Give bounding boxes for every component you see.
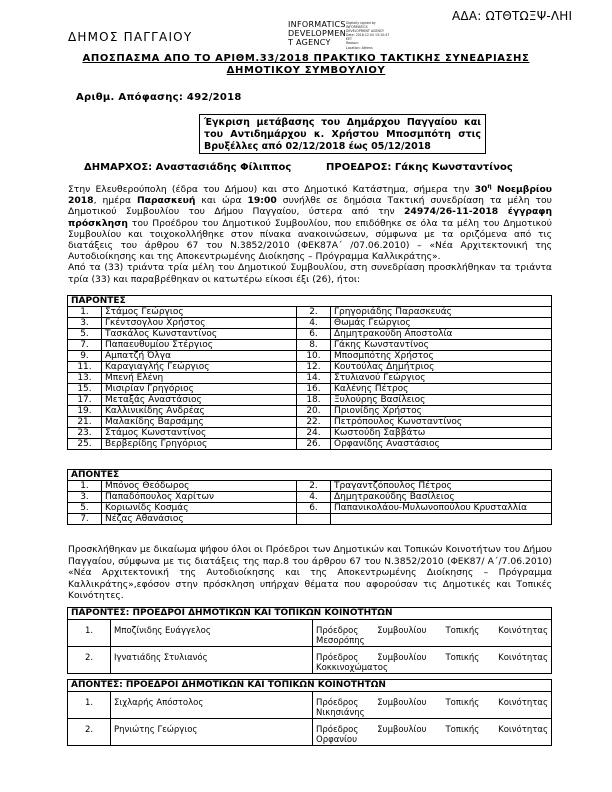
member-name: Μαλακίδης Βαρσάμης (102, 417, 297, 428)
table-row (68, 340, 552, 351)
role-word: Συμβουλίου (377, 725, 427, 735)
member-name: Ξυλούρης Βασίλειος (331, 395, 552, 406)
member-name: Ορφανίδης Αναστάσιος (331, 439, 552, 450)
table-row (68, 439, 552, 450)
member-name: Καλλινικίδης Ανδρέας (102, 406, 297, 417)
member-name: Γάκης Κωνσταντίνος (331, 340, 552, 351)
president-name: Ιγνατιάδης Στυλιανός (111, 647, 313, 674)
table-row (68, 384, 552, 395)
member-number: 14. (297, 373, 331, 384)
decision-number: Αριθμ. Απόφασης: 492/2018 (76, 92, 242, 103)
member-number: 21. (68, 417, 102, 428)
role-word: Τοπικής (445, 626, 480, 636)
role-word: Τοπικής (445, 698, 480, 708)
member-number: 13. (68, 373, 102, 384)
member-name: Γρηγοριάδης Παρασκευάς (331, 307, 552, 318)
presidents-present-table (67, 607, 552, 674)
present-members-table (67, 295, 552, 450)
role-word: Πρόεδρος (316, 698, 359, 708)
intro-members-text: Από τα (33) τριάντα τρία μέλη του Δημοτικού Συμβουλίου, στη συνεδρίαση προσκλήθηκαν τα τριάντα τρία (33) και παραβρέθηκαν οι κατωτέρω είκοσι έξι (26), ήτοι: (68, 262, 552, 285)
president-role (313, 620, 552, 647)
member-number: 4. (297, 492, 331, 503)
intro-text: και ώρα (195, 195, 248, 207)
member-number: 4. (297, 318, 331, 329)
member-number: 9. (68, 351, 102, 362)
member-name: Μισιρίαν Γρηγόριος (102, 384, 297, 395)
intro-protocol: 24974/26-11-2018 έγγραφη πρόσκληση (68, 206, 552, 229)
logo-line: DEVELOPMEN (288, 29, 346, 38)
president-name: Μποζίνιδης Ευάγγελος (111, 620, 313, 647)
president-number: 2. (68, 647, 111, 674)
sig-line: Digitally signed by (346, 21, 376, 25)
member-name (331, 514, 552, 525)
table-row (68, 373, 552, 384)
member-number: 8. (297, 340, 331, 351)
member-name: Μποσμπότης Χρήστος (331, 351, 552, 362)
mayor-line (84, 162, 291, 173)
role-word: Τοπικής (445, 653, 480, 663)
member-number: 1. (68, 307, 102, 318)
table-row (68, 428, 552, 439)
present-title: ΠΑΡΟΝΤΕΣ (68, 296, 552, 307)
table-row (68, 362, 552, 373)
sig-line: DEVELOPMENT AGENCY (346, 29, 384, 34)
intro-date-suffix: η (487, 183, 492, 190)
member-name: Μεταξάς Αναστάσιος (102, 395, 297, 406)
member-name: Παπαευθυμίου Στέργιος (102, 340, 297, 351)
member-number: 22. (297, 417, 331, 428)
role-line (316, 626, 548, 636)
table-row (68, 351, 552, 362)
table-row (68, 514, 552, 525)
intro-text: , ημέρα (93, 195, 137, 207)
role-word: Κοινότητας (498, 698, 548, 708)
table-row (68, 692, 552, 719)
member-name: Μπενή Ελένη (102, 373, 297, 384)
member-name: Παπαδόπουλος Χαρίτων (102, 492, 297, 503)
document-title (60, 53, 552, 77)
presidents-absent-title: ΑΠΟΝΤΕΣ: ΠΡΟΕΔΡΟΙ ΔΗΜΟΤΙΚΩΝ ΚΑΙ ΤΟΠΙΚΩΝ ΚΟΙΝΟΤΗΤΩΝ (68, 680, 552, 692)
sig-line: Date: 2018.12.04 13:10:47 (346, 33, 390, 38)
member-number: 7. (68, 340, 102, 351)
member-name: Παπανικολάου-Μυλωνοπούλου Κρυσταλλία (331, 503, 552, 514)
community-name: Ορφανίου (316, 735, 358, 745)
table-row (68, 647, 552, 674)
role-word: Συμβουλίου (377, 626, 427, 636)
intro-date: 30 (474, 184, 488, 196)
sig-line: Location: Athens (346, 45, 373, 50)
role-line (316, 698, 548, 708)
intro-text: του Προέδρου του Δημοτικού Συμβουλίου, που επιδόθηκε σε όλα τα μέλη του Δημοτικού Συμβουλίου και τοιχοκολλήθηκε στον πίνακα ανακοινώσεων, σύμφωνα με τα οριζόμενα από τις διατάξεις του άρθρου 67 του Ν.3852/2010 (ΦΕΚ87Α΄ /07.06.2010) – «Νέα Αρχιτεκτονική της Αυτοδιοίκησης και της Αποκεντρωμένης Διοίκησης – Πρόγραμμα Καλλικράτης». (68, 217, 552, 263)
table-row (68, 395, 552, 406)
community-name: Νικησιάνης (316, 708, 365, 718)
member-number: 18. (297, 395, 331, 406)
role-word: Πρόεδρος (316, 725, 359, 735)
member-name: Κουτούλας Δημήτριος (331, 362, 552, 373)
member-number: 20. (297, 406, 331, 417)
president-number: 1. (68, 620, 111, 647)
role-line (316, 653, 548, 663)
role-word: Πρόεδρος (316, 653, 359, 663)
table-row (68, 492, 552, 503)
member-number: 15. (68, 384, 102, 395)
intro-text: Στην Ελευθερούπολη (έδρα του Δήμου) και στο Δημοτικό Κατάστημα, σήμερα την (68, 184, 475, 196)
member-number: 25. (68, 439, 102, 450)
role-word: Πρόεδρος (316, 626, 359, 636)
member-number: 11. (68, 362, 102, 373)
member-number: 1. (68, 481, 102, 492)
president-role (313, 719, 552, 746)
president-line (326, 162, 513, 173)
role-word: Συμβουλίου (377, 653, 427, 663)
member-name: Δημητρακούδη Αποστολία (331, 329, 552, 340)
member-number: 6. (297, 503, 331, 514)
member-name: Στάμος Κωνσταντίνος (102, 428, 297, 439)
member-name: Καλένης Πέτρος (331, 384, 552, 395)
member-name: Νέζας Αθανάσιος (102, 514, 297, 525)
intro-month: Νοεμβρίου 2018 (68, 184, 552, 207)
member-number: 12. (297, 362, 331, 373)
member-name: Στάμος Γεώργιος (102, 307, 297, 318)
member-name: Βερβερίδης Γρηγόριος (102, 439, 297, 450)
digital-signature-details (346, 21, 389, 50)
role-word: Συμβουλίου (377, 698, 427, 708)
member-number: 3. (68, 492, 102, 503)
logo-line: T AGENCY (288, 38, 331, 47)
president-text: ΠΡΟΕΔΡΟΣ: Γάκης Κωνσταντίνος (326, 162, 513, 173)
absent-members-table (67, 469, 552, 525)
member-number: 10. (297, 351, 331, 362)
role-word: Τοπικής (445, 725, 480, 735)
ada-code: ΑΔΑ: ΩΤΘΤΩΞΨ-ΛΗΙ (452, 9, 573, 23)
role-word: Κοινότητας (498, 725, 548, 735)
member-name: Πετρόπουλος Κωνσταντίνος (331, 417, 552, 428)
presidents-absent-table (67, 679, 552, 746)
member-name: Θωμάς Γεώργιος (331, 318, 552, 329)
president-number: 1. (68, 692, 111, 719)
intro-paragraph (68, 181, 552, 285)
absent-title: ΑΠΟΝΤΕΣ (68, 470, 552, 481)
intro-day: Παρασκευή (136, 195, 196, 207)
table-row (68, 481, 552, 492)
member-name: Αμπατζή Όλγα (102, 351, 297, 362)
member-name: Κωστούδη Σαββάτω (331, 428, 552, 439)
municipality-name: ΔΗΜΟΣ ΠΑΓΓΑΙΟΥ (68, 30, 193, 44)
member-number: 2. (297, 307, 331, 318)
president-name: Ρηνιώτης Γεώργιος (111, 719, 313, 746)
member-name: Γκέντσογλου Χρήστος (102, 318, 297, 329)
intro-time: 19:00 (247, 195, 277, 207)
president-role (313, 647, 552, 674)
mayor-text: ΔΗΜΑΡΧΟΣ: Αναστασιάδης Φίλιππος (84, 162, 292, 173)
signature-logo-text (288, 20, 346, 47)
sig-line: INFORMATICS (346, 25, 368, 30)
role-word: Κοινότητας (498, 626, 548, 636)
member-number (297, 514, 331, 525)
member-number: 16. (297, 384, 331, 395)
community-name: Κοκκινοχώματος (316, 663, 388, 673)
logo-line: INFORMATICS (288, 20, 346, 29)
member-name: Μπόνος Θεόδωρος (102, 481, 297, 492)
president-role (313, 692, 552, 719)
presidents-present-title: ΠΑΡΟΝΤΕΣ: ΠΡΟΕΔΡΟΙ ΔΗΜΟΤΙΚΩΝ ΚΑΙ ΤΟΠΙΚΩΝ ΚΟΙΝΟΤΗΤΩΝ (68, 608, 552, 620)
decision-subject-box: Έγκριση μετάβασης του Δημάρχου Παγγαίου και του Αντιδημάρχου κ. Χρήστου Μποσμπότη στις Βρυξέλλες από 02/12/2018 έως 05/12/2018 (199, 114, 486, 154)
member-number: 17. (68, 395, 102, 406)
table-row (68, 503, 552, 514)
presidents-invited-paragraph: Προσκλήθηκαν με δικαίωμα ψήφου όλοι οι Πρόεδροι των Δημοτικών και Τοπικών Κοινοτήτων του Δήμου Παγγαίου, σύμφωνα με τις διατάξεις της παρ.8 του άρθρου 67 του Ν.3852/2010 (ΦΕΚ87/ Α΄/7.06.2010) «Νέα Αρχιτεκτονική της Αυτοδιοίκησης και της Αποκεντρωμένης Διοίκησης – Πρόγραμμα Καλλικράτης»,εφόσον στην πρόσκληση υπήρχαν θέματα που αφορούσαν τις Δημοτικές και Τοπικές Κοινότητες. (68, 544, 552, 601)
table-row (68, 620, 552, 647)
member-name: Δημητρακούδης Βασίλειος (331, 492, 552, 503)
member-number: 24. (297, 428, 331, 439)
member-number: 23. (68, 428, 102, 439)
role-line (316, 725, 548, 735)
member-number: 2. (297, 481, 331, 492)
role-word: Κοινότητας (498, 653, 548, 663)
intro-text: συνήλθε σε δημόσια Τακτική συνεδρίαση τα μέλη του Δημοτικού Συμβουλίου του Δήμου Παγγαίου, ύστερα από την (68, 195, 552, 218)
member-name: Κοριωνίδς Κοσμάς (102, 503, 297, 514)
member-name: Πριονίδης Χρήστος (331, 406, 552, 417)
president-number: 2. (68, 719, 111, 746)
member-number: 5. (68, 329, 102, 340)
table-row (68, 719, 552, 746)
member-name: Τραγαντζόπουλος Πέτρος (331, 481, 552, 492)
member-number: 26. (297, 439, 331, 450)
table-row (68, 307, 552, 318)
member-number: 5. (68, 503, 102, 514)
title-line: ΑΠΟΣΠΑΣΜΑ ΑΠΟ ΤΟ ΑΡΙΘΜ.33/2018 ΠΡΑΚΤΙΚΟ ΤΑΚΤΙΚΗΣ ΣΥΝΕΔΡΙΑΣΗΣ (82, 53, 530, 64)
table-row (68, 406, 552, 417)
table-row (68, 417, 552, 428)
member-name: Καραγιαγλής Γεώργιος (102, 362, 297, 373)
member-number: 3. (68, 318, 102, 329)
member-number: 7. (68, 514, 102, 525)
title-line: ΔΗΜΟΤΙΚΟΥ ΣΥΜΒΟΥΛΙΟΥ (226, 65, 386, 76)
community-name: Μεσορόπης (316, 636, 365, 646)
president-name: Σιχλαρής Απόστολος (111, 692, 313, 719)
table-row (68, 329, 552, 340)
member-number: 19. (68, 406, 102, 417)
sig-line: EET (346, 37, 352, 42)
member-name: Στυλιανού Γεώργιος (331, 373, 552, 384)
sig-line: Reason: (346, 41, 359, 46)
table-row (68, 318, 552, 329)
member-number: 6. (297, 329, 331, 340)
member-name: Τασκάλος Κωνσταντίνος (102, 329, 297, 340)
